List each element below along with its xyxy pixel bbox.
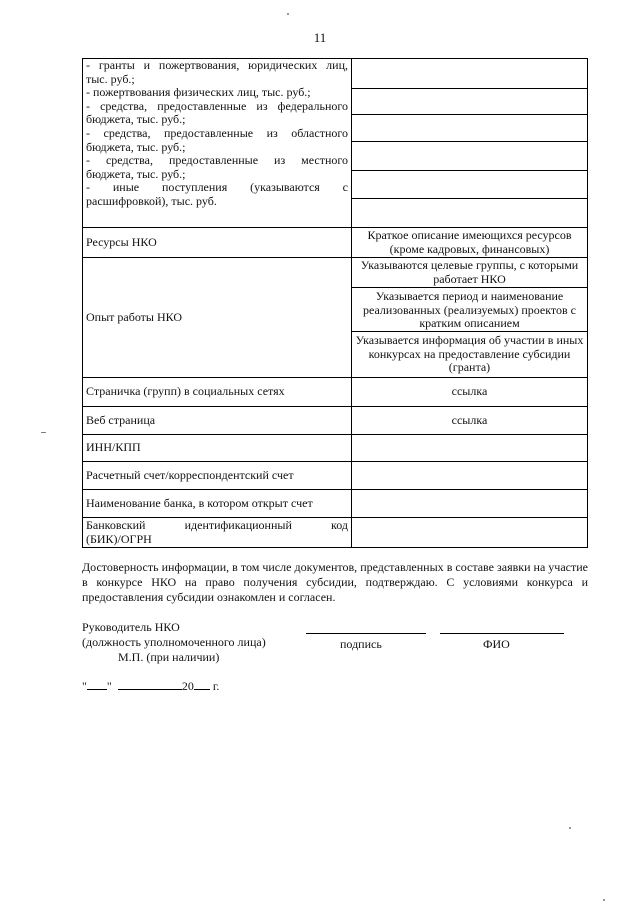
name-line[interactable] <box>440 633 564 634</box>
experience-contests[interactable]: Указывается информация об участии в иных конкурсах на предоставление субсидии (гранта) <box>355 333 584 375</box>
year-blank[interactable] <box>194 678 210 690</box>
page-number: 11 <box>313 30 327 45</box>
bik-label-line: (БИК)/ОГРН <box>86 531 152 546</box>
funding-item-line: - иные поступления (указываются с <box>86 180 348 195</box>
account-row <box>83 462 588 490</box>
inn-label: ИНН/КПП <box>83 435 352 462</box>
funding-amount-field[interactable] <box>352 115 587 142</box>
funding-item-line: расшифровкой), тыс. руб. <box>86 193 217 208</box>
experience-target-groups[interactable]: Указываются целевые группы, с которыми работает НКО <box>352 258 587 288</box>
experience-label: Опыт работы НКО <box>83 258 352 378</box>
funding-row <box>83 59 588 228</box>
funding-amounts-cell[interactable] <box>352 59 588 228</box>
account-label: Расчетный счет/корреспондентский счет <box>83 462 352 490</box>
web-row <box>83 407 588 435</box>
experience-values-cell <box>352 258 588 378</box>
year-prefix: 20 <box>181 679 194 693</box>
funding-item-line: - пожертвования физических лиц, тыс. руб.; <box>86 85 311 100</box>
funding-item-line: бюджета, тыс. руб.; <box>86 139 186 154</box>
inn-field[interactable] <box>352 435 588 462</box>
resources-row <box>83 228 588 258</box>
scan-speck <box>569 827 571 829</box>
date-open-quote: " <box>82 679 87 693</box>
funding-item <box>86 86 348 100</box>
signature-line[interactable] <box>306 633 426 634</box>
signatory-position: (должность уполномоченного лица) <box>82 635 266 649</box>
funding-item-line: - гранты и пожертвования, юридических лиц, <box>86 58 348 72</box>
resources-value[interactable]: Краткое описание имеющихся ресурсов (кроме кадровых, финансовых) <box>352 228 588 258</box>
experience-projects[interactable]: Указывается период и наименование реализованных (реализуемых) проектов с кратким описанием <box>352 288 587 332</box>
application-form-table <box>82 58 588 548</box>
year-suffix: г. <box>212 679 220 693</box>
date-line <box>82 678 219 694</box>
scan-speck <box>41 432 46 433</box>
funding-amount-field[interactable] <box>352 89 587 115</box>
funding-item-line: бюджета, тыс. руб.; <box>86 166 186 181</box>
signatory-title: Руководитель НКО <box>82 620 180 634</box>
month-blank[interactable] <box>118 678 182 690</box>
resources-label: Ресурсы НКО <box>83 228 352 258</box>
bik-label-line: Банковский идентификационный код <box>86 517 348 532</box>
inn-row <box>83 435 588 462</box>
bank-field[interactable] <box>352 490 588 518</box>
scan-speck <box>603 899 605 901</box>
bank-label: Наименование банка, в котором открыт счет <box>83 490 352 518</box>
funding-item-line: - средства, предоставленные из местного <box>86 153 348 168</box>
bik-field[interactable] <box>352 518 588 548</box>
signature-caption: подпись <box>340 637 382 651</box>
funding-item <box>86 154 348 181</box>
funding-sources-cell <box>83 59 352 228</box>
funding-item-line: - средства, предоставленные из областного <box>86 125 348 140</box>
bik-row <box>83 518 588 548</box>
funding-amount-field[interactable] <box>352 142 587 171</box>
account-field[interactable] <box>352 462 588 490</box>
bank-row <box>83 490 588 518</box>
bik-label <box>83 518 352 548</box>
social-row <box>83 378 588 407</box>
funding-item <box>86 59 348 86</box>
social-label: Страничка (групп) в социальных сетях <box>83 378 352 407</box>
stamp-label: М.П. (при наличии) <box>118 650 220 664</box>
funding-amount-fields <box>352 60 587 227</box>
experience-values <box>352 258 587 377</box>
funding-amount-field[interactable] <box>352 60 587 89</box>
experience-row <box>83 258 588 378</box>
funding-amount-field[interactable] <box>352 171 587 199</box>
funding-item <box>86 181 348 208</box>
funding-amount-field[interactable] <box>352 199 587 227</box>
funding-item-line: - средства, предоставленные из федерального <box>86 98 348 113</box>
confirmation-text: Достоверность информации, в том числе документов, представленных в составе заявки на участие в конкурсе НКО на право получения субсидии, подтверждаю. С условиями конкурса и предоставления субсидии ознакомлен и согласен. <box>82 560 588 604</box>
web-link[interactable]: ссылка <box>352 407 588 435</box>
funding-item <box>86 100 348 127</box>
date-close-quote: " <box>106 679 112 693</box>
social-link[interactable]: ссылка <box>352 378 588 407</box>
web-label: Веб страница <box>83 407 352 435</box>
funding-item-line: бюджета, тыс. руб.; <box>86 112 186 127</box>
scan-speck <box>287 13 289 15</box>
funding-item <box>86 127 348 154</box>
funding-item-line: тыс. руб.; <box>86 71 135 86</box>
day-blank[interactable] <box>87 678 107 690</box>
name-caption: ФИО <box>483 637 510 651</box>
